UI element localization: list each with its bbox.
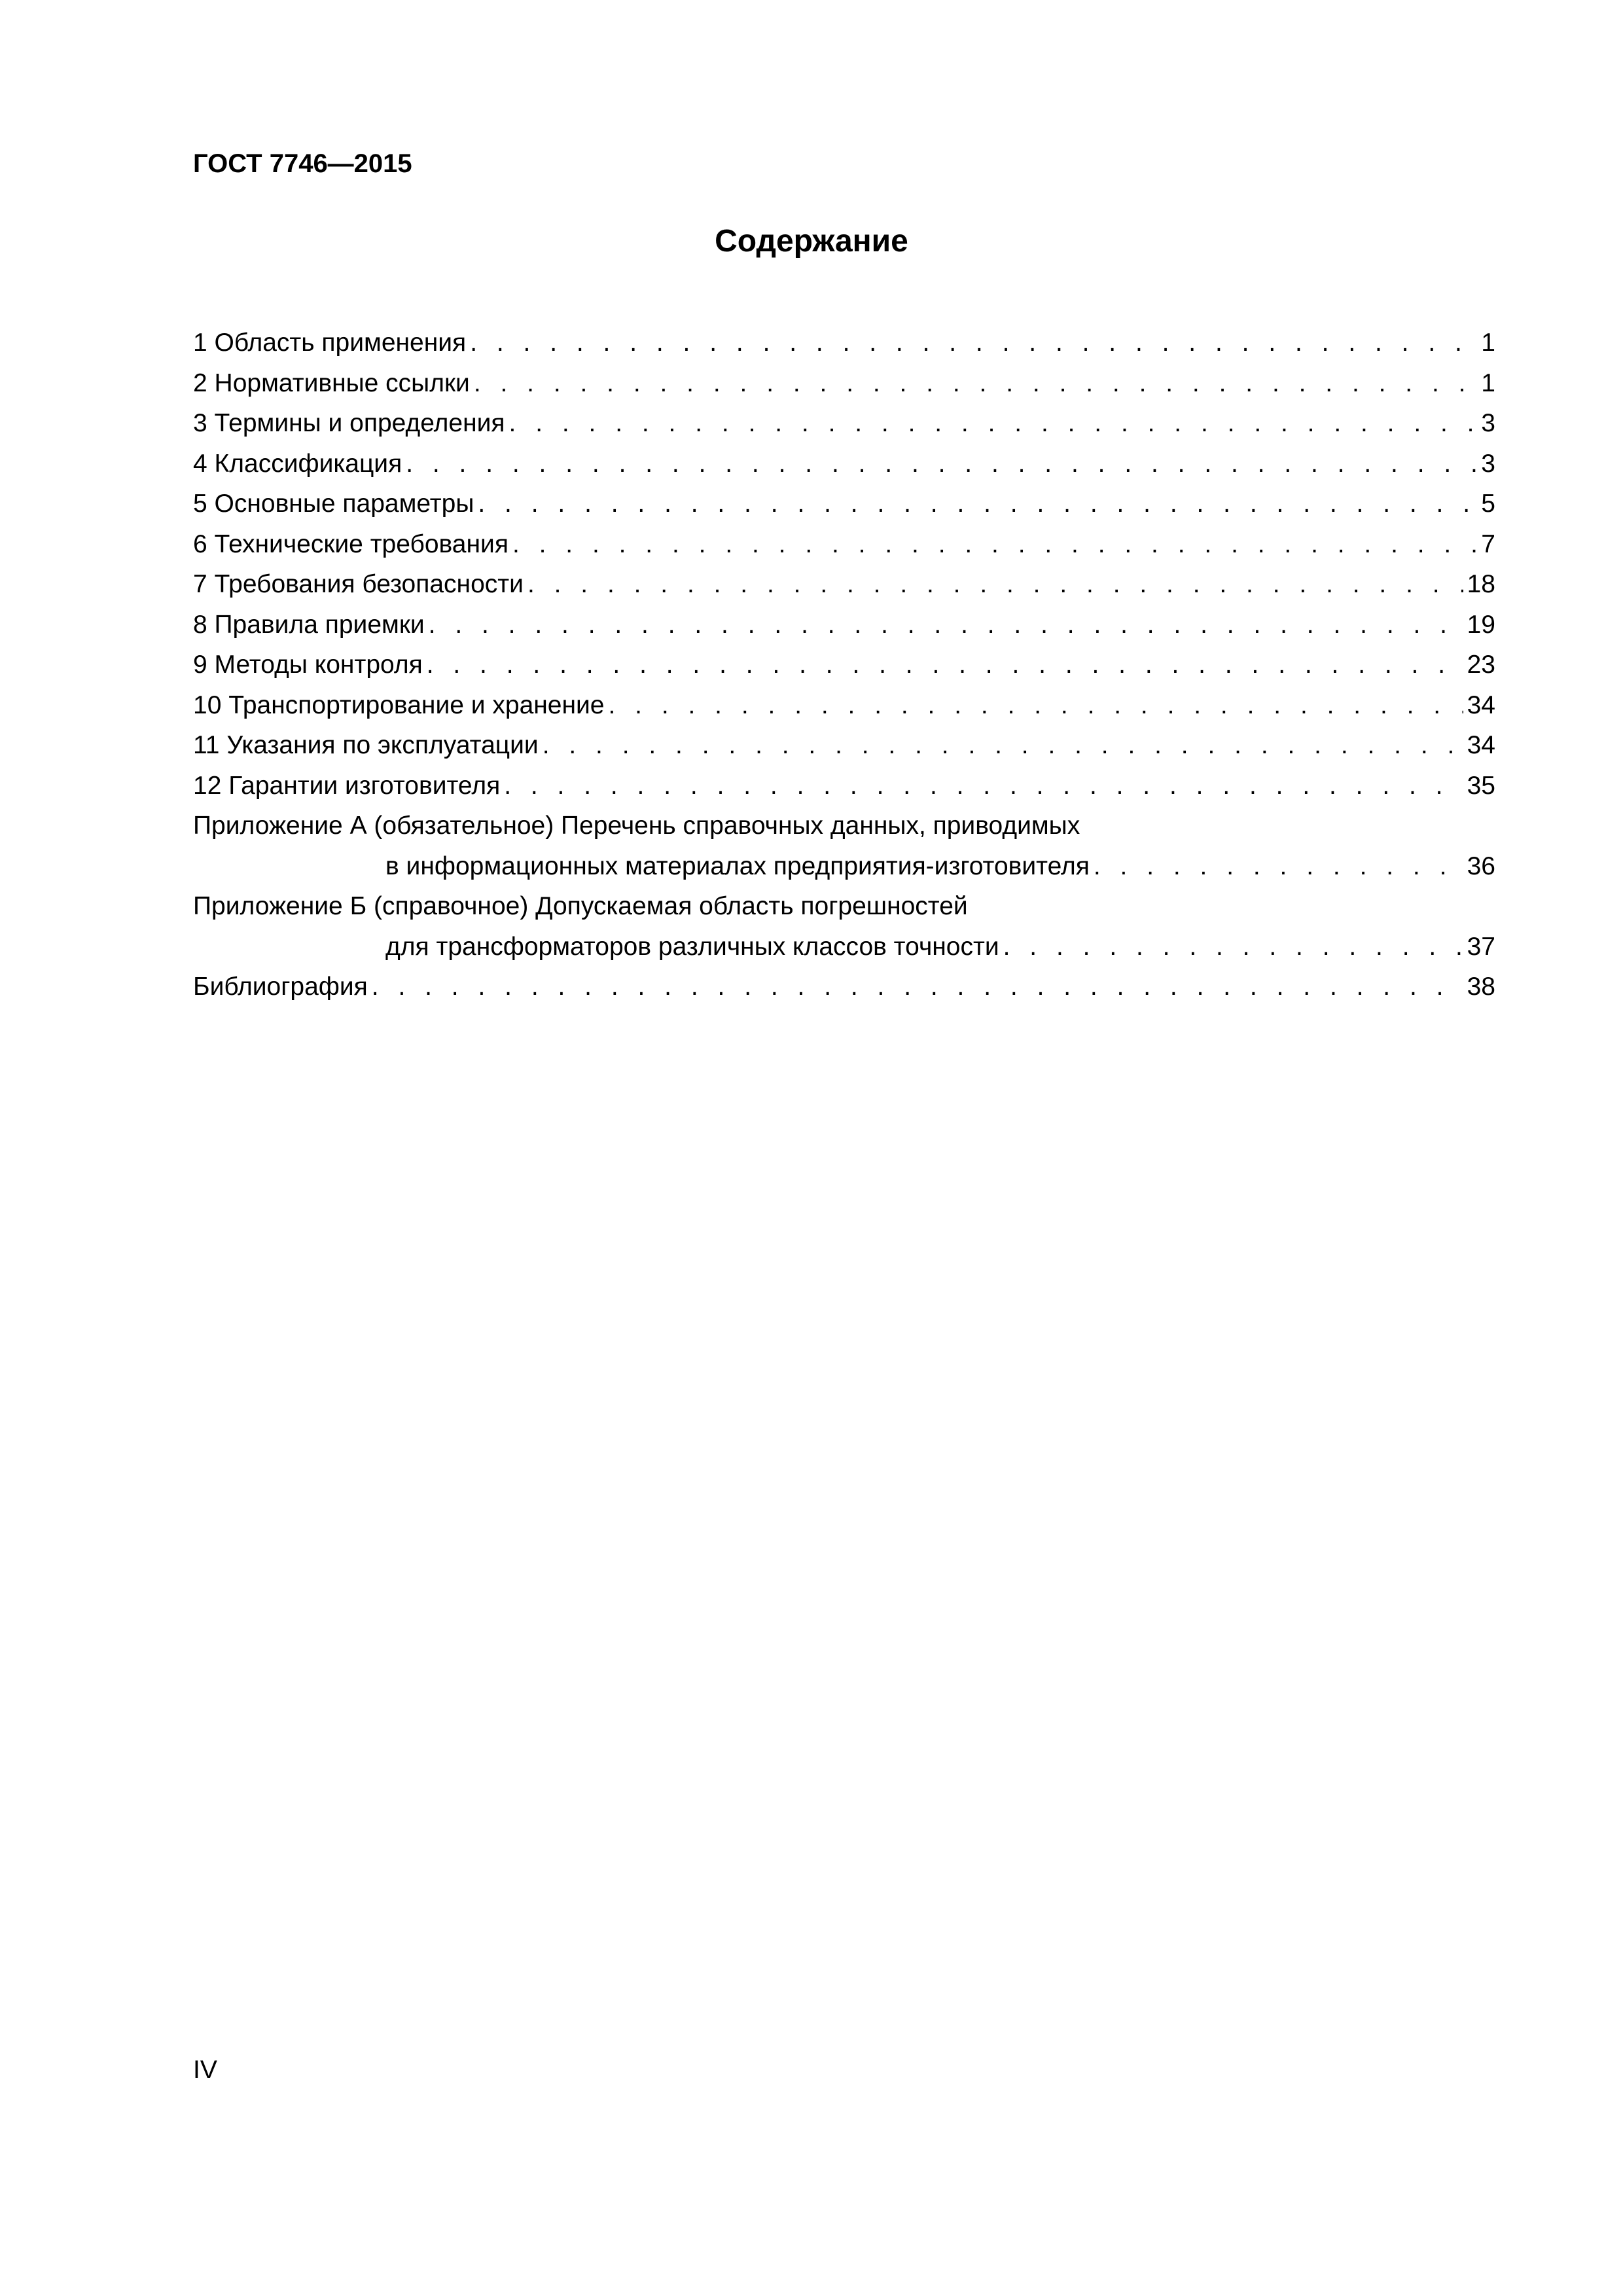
- toc-entry-appendix-b[interactable]: [193, 886, 1495, 967]
- toc-leader-dots: [1094, 846, 1463, 887]
- toc-entry-label-continuation: в информационных материалах предприятия-изготовителя: [385, 852, 1090, 880]
- toc-entry-label: 7 Требования безопасности: [193, 570, 524, 598]
- toc-entry-label: 4 Классификация: [193, 449, 402, 478]
- toc-entry-page: 36: [1467, 852, 1495, 880]
- toc-leader-dots: [609, 685, 1463, 726]
- toc-entry-page: 23: [1467, 651, 1495, 679]
- toc-entry-label: 1 Область применения: [193, 329, 467, 357]
- toc-leader-dots: [427, 645, 1463, 685]
- toc-entry-page: 35: [1467, 771, 1495, 800]
- toc-entry-label: Приложение Б (справочное) Допускаемая область погрешностей: [193, 892, 968, 920]
- toc-entry-section-4[interactable]: [193, 444, 1495, 484]
- toc-leader-dots: [372, 967, 1463, 1007]
- toc-leader-dots: [406, 444, 1477, 484]
- toc-leader-dots: [1003, 927, 1463, 967]
- toc-entry-section-8[interactable]: [193, 605, 1495, 645]
- toc-entry-page: 37: [1467, 932, 1495, 961]
- toc-entry-appendix-a[interactable]: [193, 806, 1495, 886]
- toc-entry-section-3[interactable]: [193, 403, 1495, 444]
- toc-entry-section-9[interactable]: [193, 645, 1495, 685]
- toc-entry-page: 1: [1481, 368, 1495, 397]
- toc-entry-label: Библиография: [193, 973, 368, 1001]
- toc-entry-page: 38: [1467, 973, 1495, 1001]
- toc-leader-dots: [527, 564, 1463, 605]
- toc-leader-dots: [478, 484, 1477, 524]
- toc-entry-page: 5: [1481, 490, 1495, 518]
- toc-leader-dots: [470, 323, 1477, 363]
- toc-entry-label: 3 Термины и определения: [193, 409, 505, 437]
- toc-leader-dots: [512, 524, 1477, 565]
- toc-entry-page: 3: [1481, 449, 1495, 478]
- toc-entry-label-continuation: для трансформаторов различных классов точности: [385, 932, 999, 961]
- toc-entry-section-11[interactable]: [193, 725, 1495, 766]
- toc-leader-dots: [543, 725, 1463, 766]
- toc-leader-dots: [429, 605, 1463, 645]
- toc-leader-dots: [504, 766, 1463, 806]
- toc-entry-label: Приложение А (обязательное) Перечень справочных данных, приводимых: [193, 812, 1080, 840]
- toc-entry-page: 34: [1467, 731, 1495, 759]
- toc-entry-section-5[interactable]: [193, 484, 1495, 524]
- toc-entry-section-2[interactable]: [193, 363, 1495, 404]
- toc-entry-label: 11 Указания по эксплуатации: [193, 731, 539, 759]
- toc-entry-label: 5 Основные параметры: [193, 490, 474, 518]
- toc-entry-page: 7: [1481, 529, 1495, 558]
- toc-entry-page: 19: [1467, 610, 1495, 639]
- toc-entry-section-12[interactable]: [193, 766, 1495, 806]
- toc-entry-label: 10 Транспортирование и хранение: [193, 691, 605, 719]
- toc-entry-page: 3: [1481, 409, 1495, 437]
- page-number: IV: [193, 2056, 217, 2084]
- toc-entry-section-10[interactable]: [193, 685, 1495, 726]
- toc-leader-dots: [509, 403, 1478, 444]
- toc-entry-label: 2 Нормативные ссылки: [193, 368, 470, 397]
- toc-entry-section-6[interactable]: [193, 524, 1495, 565]
- toc-entry-section-1[interactable]: [193, 323, 1495, 363]
- toc-title: Содержание: [715, 224, 908, 259]
- toc-entry-page: 1: [1481, 329, 1495, 357]
- toc-leader-dots: [474, 363, 1477, 404]
- toc-entry-bibliography[interactable]: [193, 967, 1495, 1007]
- toc-entry-label: 9 Методы контроля: [193, 651, 423, 679]
- document-code: ГОСТ 7746—2015: [193, 149, 412, 178]
- table-of-contents: [193, 323, 1495, 1007]
- toc-entry-label: 6 Технические требования: [193, 529, 508, 558]
- toc-entry-section-7[interactable]: [193, 564, 1495, 605]
- toc-entry-label: 12 Гарантии изготовителя: [193, 771, 501, 800]
- toc-entry-label: 8 Правила приемки: [193, 610, 425, 639]
- toc-entry-page: 34: [1467, 691, 1495, 719]
- toc-entry-page: 18: [1467, 570, 1495, 598]
